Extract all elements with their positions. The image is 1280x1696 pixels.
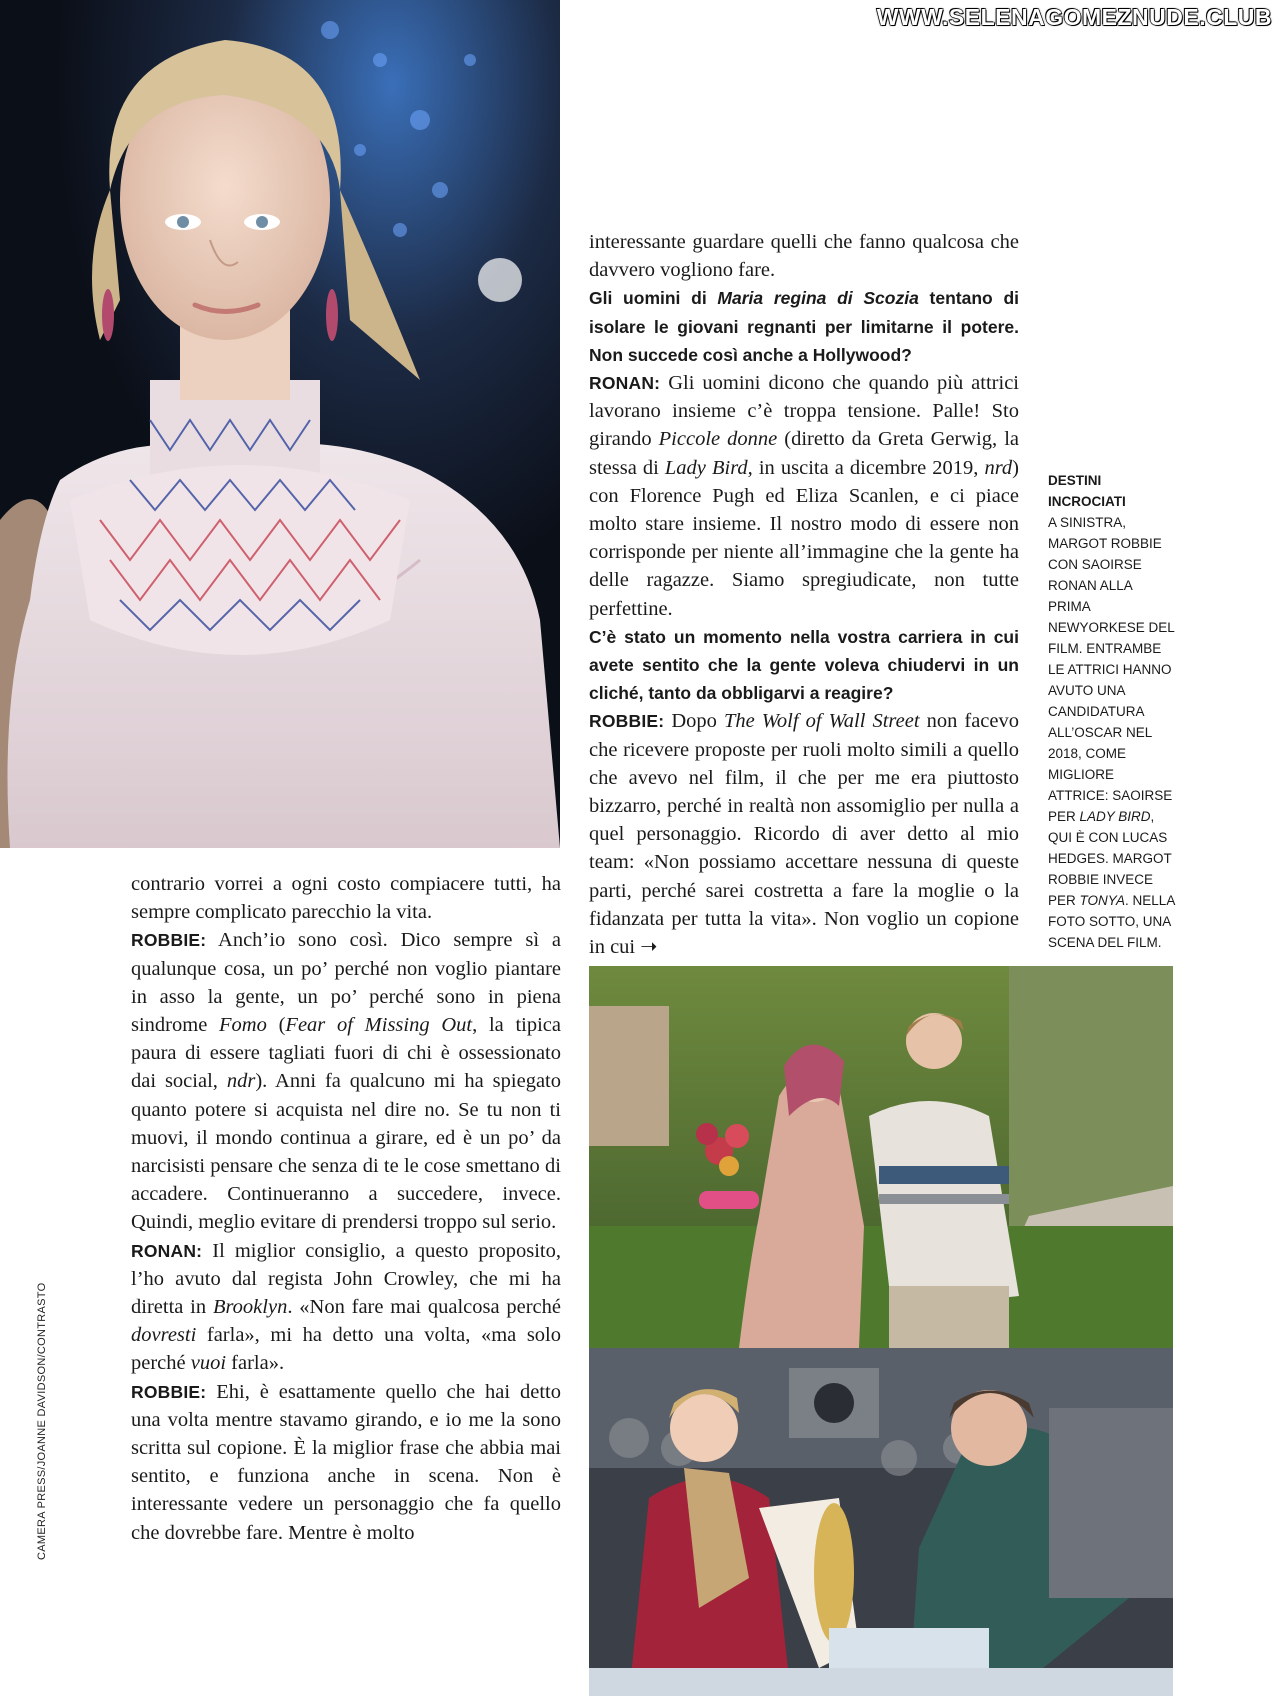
portrait-photo bbox=[0, 0, 560, 848]
speaker-label: RONAN: bbox=[131, 1240, 203, 1261]
interview-question: Gli uomini di Maria regina di Scozia tentano di isolare le giovani regnanti per limitarne il potere. Non succede così anche a Hollywood? bbox=[589, 288, 1020, 365]
site-watermark: WWW.SELENAGOMEZNUDE.CLUB bbox=[876, 4, 1272, 30]
caption-title: DESTINI INCROCIATI bbox=[1048, 473, 1126, 509]
paragraph: contrario vorrei a ogni costo compiacere tutti, ha sempre complicato parecchio la vita. bbox=[131, 873, 561, 924]
speaker-label: RONAN: bbox=[589, 373, 661, 394]
film-scene-photo-1 bbox=[589, 966, 1173, 1348]
paragraph: interessante guardare quelli che fanno qualcosa che davvero vogliono fare. bbox=[589, 231, 1019, 282]
paragraph: ROBBIE: Ehi, è esattamente quello che hai detto una volta mentre stavamo girando, e io me la sono scritta sul copione. È la miglior frase che abbia mai sentito, e funziona anche in scena. Non è interessante vedere un personaggio che fa quello che dovrebbe fare. Mentre è molto bbox=[131, 1380, 561, 1544]
paragraph: RONAN: Il miglior consiglio, a questo proposito, l’ho avuto dal regista John Crowley, che mi ha diretta in Brooklyn. «Non fare mai qualcosa perché dovresti farla», mi ha detto una volta, «ma solo perché vuoi farla». bbox=[131, 1239, 561, 1375]
photo-credit: CAMERA PRESS/JOANNE DAVIDSON/CONTRASTO bbox=[36, 1282, 48, 1560]
film-scene-photo-2 bbox=[589, 1348, 1173, 1696]
speaker-label: ROBBIE: bbox=[589, 711, 665, 732]
speaker-label: ROBBIE: bbox=[131, 930, 207, 951]
paragraph: ROBBIE: Anch’io sono così. Dico sempre sì a qualunque cosa, un po’ perché non voglio piantare in asso la gente, un po’ perché sono in piena sindrome Fomo (Fear of Missing Out, la tipica paura di essere tagliati fuori di chi è ossessionato dai social, ndr). Anni fa qualcuno mi ha spiegato quanto potere si acquista nel dire no. Se tu non ti muovi, il mondo continua a girare, ed è un po’ da narcisisti pensare che senza di te le cose smettano di accadere. Continueranno a succedere, invece. Quindi, meglio evitare di prendersi troppo sul serio. bbox=[131, 929, 562, 1234]
interview-question: C’è stato un momento nella vostra carriera in cui avete sentito che la gente voleva chiudervi in un cliché, tanto da obbligarvi a reagire? bbox=[589, 626, 1019, 704]
article-column-left bbox=[131, 870, 561, 1547]
photo-caption: DESTINI INCROCIATI A SINISTRA, MARGOT ROBBIE CON SAOIRSE RONAN ALLA PRIMA NEWYORKESE DEL FILM. ENTRAMBE LE ATTRICI HANNO AVUTO UNA CANDIDATURA ALL’OSCAR NEL 2018, COME MIGLIORE ATTRICE: SAOIRSE PER LADY BIRD, QUI È CON LUCAS HEDGES. MARGOT ROBBIE INVECE PER TONYA. NELLA FOTO SOTTO, UNA SCENA DEL FILM. bbox=[1048, 470, 1176, 953]
paragraph: ROBBIE: Dopo The Wolf of Wall Street non facevo che ricevere proposte per ruoli molto simili a quello che avevo nel film, il che per me era piuttosto bizzarro, perché in realtà non assomiglio per nulla a quel personaggio. Ricordo di aver detto al mio team: «Non possiamo accettare nessuna di queste parti, perché sarei costretta a fare la moglie o la fidanzata per tutta la vita». Non voglio un copione in cui ➝ bbox=[589, 710, 1019, 959]
speaker-label: ROBBIE: bbox=[131, 1381, 207, 1402]
article-column-right bbox=[589, 228, 1019, 961]
paragraph: RONAN: Gli uomini dicono che quando più attrici lavorano insieme c’è troppa tensione. Palle! Sto girando Piccole donne (diretto da Greta Gerwig, la stessa di Lady Bird, in uscita a dicembre 2019, nrd) con Florence Pugh ed Eliza Scanlen, e ci piace molto stare insieme. Il nostro modo di essere non corrisponde per niente all’immagine che la gente ha delle ragazze. Siamo spregiudicate, non tutte perfettine. bbox=[589, 372, 1019, 620]
